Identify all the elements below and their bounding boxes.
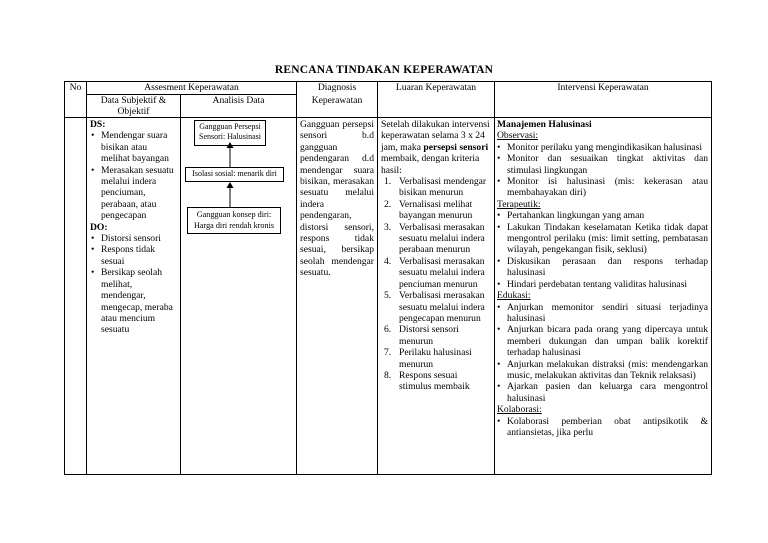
intervensi-content bbox=[497, 119, 708, 438]
luaran-item: 4. Verbalisasi merasakan sesuatu melalui indera penciuman menurun bbox=[384, 255, 485, 290]
terapeutik-list bbox=[497, 210, 708, 290]
do-item: • Distorsi sensori bbox=[90, 233, 178, 244]
header-luaran: Luaran Keperawatan bbox=[395, 82, 477, 93]
luaran-item-text: Vernalisasi melihat bayangan menurun bbox=[399, 198, 473, 222]
ds-label: DS: bbox=[90, 119, 106, 130]
data-subjektif-objektif bbox=[90, 119, 178, 336]
luaran-item-text: Verbalisasi mendengar bisikan menurun bbox=[399, 176, 487, 199]
ds-list bbox=[90, 130, 178, 221]
luaran-item: 2. Vernalisasi melihat bayangan menurun bbox=[384, 198, 473, 222]
header-intervensi: Intervensi Keperawatan bbox=[557, 82, 649, 93]
header-data-subjektif-line1: Data Subjektif & bbox=[100, 95, 167, 106]
do-item: • Bersikap seolah melihat, mendengar, mengecap, meraba atau mencium sesuatu bbox=[90, 267, 178, 335]
kolaborasi-item: • Kolaborasi pemberian obat antipsikotik & antiansietas, jika perlu bbox=[497, 416, 708, 439]
terapeutik-item: • Hindari perdebatan tentang validitas halusinasi bbox=[497, 279, 708, 290]
header-no: No bbox=[69, 82, 82, 93]
do-item: • Respons tidak sesuai bbox=[90, 244, 178, 267]
luaran-intro-text-2: membaik, dengan kriteria hasil: bbox=[381, 153, 480, 176]
luaran-content bbox=[381, 119, 492, 393]
header-diagnosis-line2: Keperawatan bbox=[311, 95, 363, 107]
do-label: DO: bbox=[90, 221, 108, 233]
luaran-item: 5. Verbalisasi merasakan sesuatu melalui indera pengecapan menurun bbox=[384, 290, 485, 324]
luaran-item: 6. Distorsi sensori menurun bbox=[384, 324, 459, 347]
kolaborasi-list bbox=[497, 416, 708, 439]
analisis-box-harga-diri: Gangguan konsep diri: Harga diri rendah kronis bbox=[187, 207, 281, 234]
header-data-subjektif-line2: Objektif bbox=[117, 106, 150, 118]
luaran-intro-bold: persepsi sensori bbox=[423, 141, 489, 153]
luaran-list bbox=[381, 176, 492, 393]
luaran-item-text: Distorsi sensori menurun bbox=[399, 324, 459, 347]
header-analisis: Analisis Data bbox=[212, 95, 265, 106]
edukasi-item: • Anjurkan melakukan distraksi (mis: mendengarkan music, melakukan aktivitas dan Teknik relaksasi) bbox=[497, 359, 708, 382]
terapeutik-label: Terapeutik: bbox=[497, 198, 541, 210]
observasi-item: • Monitor isi halusinasi (mis: kekerasan atau membahayakan diri) bbox=[497, 176, 708, 199]
ds-item: • Mendengar suara bisikan atau melihat bayangan bbox=[90, 130, 178, 164]
kolaborasi-label: Kolaborasi: bbox=[497, 404, 542, 416]
edukasi-label: Edukasi: bbox=[497, 290, 531, 302]
intervensi-title: Manajemen Halusinasi bbox=[497, 119, 592, 130]
luaran-item: 7. Perilaku halusinasi menurun bbox=[384, 347, 472, 370]
luaran-intro bbox=[381, 119, 492, 176]
analisis-box-halusinasi: Gangguan Persepsi Sensori: Halusinasi bbox=[194, 120, 266, 146]
observasi-list bbox=[497, 142, 708, 199]
luaran-item: 3. Verbalisasi merasakan sesuatu melalui indera perabaan menurun bbox=[384, 221, 485, 256]
edukasi-list bbox=[497, 302, 708, 405]
header-diagnosis bbox=[297, 82, 377, 107]
luaran-item: 1. Verbalisasi mendengar bisikan menurun bbox=[384, 176, 487, 199]
luaran-item-text: Verbalisasi merasakan sesuatu melalui indera penciuman menurun bbox=[399, 255, 485, 290]
arrow-up-icon bbox=[180, 180, 296, 210]
terapeutik-item: • Lakukan Tindakan keselamatan Ketika tidak dapat mengontrol perilaku (mis: limit setting, pembatasan wilayah, pengekangan fisik, seklusi) bbox=[497, 222, 708, 256]
page-title: RENCANA TINDAKAN KEPERAWATAN bbox=[274, 64, 494, 76]
luaran-intro-text: Setelah dilakukan intervensi keperawatan selama 3 x 24 jam, maka bbox=[381, 119, 490, 153]
ds-item: • Merasakan sesuatu melalui indera penciuman, perabaan, atau pengecapan bbox=[90, 165, 178, 222]
do-list bbox=[90, 233, 178, 336]
edukasi-item: • Anjurkan memonitor sendiri situasi terjadinya halusinasi bbox=[497, 302, 708, 325]
observasi-item: • Monitor perilaku yang mengindikasikan halusinasi bbox=[497, 142, 708, 153]
terapeutik-item: • Diskusikan perasaan dan respons terhadap halusinasi bbox=[497, 256, 708, 279]
observasi-label: Observasi: bbox=[497, 130, 539, 142]
luaran-item-text: Verbalisasi merasakan sesuatu melalui indera pengecapan menurun bbox=[399, 290, 485, 324]
header-diagnosis-line1: Diagnosis bbox=[317, 82, 357, 93]
luaran-item-text: Verbalisasi merasakan sesuatu melalui indera perabaan menurun bbox=[399, 221, 485, 256]
header-data-subjektif bbox=[87, 95, 180, 118]
luaran-item-text: Respons sesuai stimulus membaik bbox=[399, 369, 470, 393]
luaran-item-text: Perilaku halusinasi menurun bbox=[399, 347, 472, 370]
analisis-box-isolasi: Isolasi sosial: menarik diri bbox=[185, 167, 284, 182]
edukasi-item: • Anjurkan bicara pada orang yang dipercaya untuk memberi dukungan dan umpan balik korektif terhadap halusinasi bbox=[497, 324, 708, 358]
luaran-item: 8. Respons sesuai stimulus membaik bbox=[384, 369, 470, 393]
edukasi-item: • Ajarkan pasien dan keluarga cara mengontrol halusinasi bbox=[497, 381, 708, 404]
terapeutik-item: • Pertahankan lingkungan yang aman bbox=[497, 210, 708, 221]
diagnosis-text: Gangguan persepsi sensori b.d gangguan pendengaran d.d mendengar suara bisikan, merasakan sesuatu melalui indera pendengaran, distorsi sensori, respons tidak sesuai, bersikap seolah mendengar sesuatu. bbox=[300, 119, 374, 279]
observasi-item: • Monitor dan sesuaikan tingkat aktivitas dan stimulasi lingkungan bbox=[497, 153, 708, 176]
header-assessment: Assesment Keperawatan bbox=[144, 82, 239, 93]
